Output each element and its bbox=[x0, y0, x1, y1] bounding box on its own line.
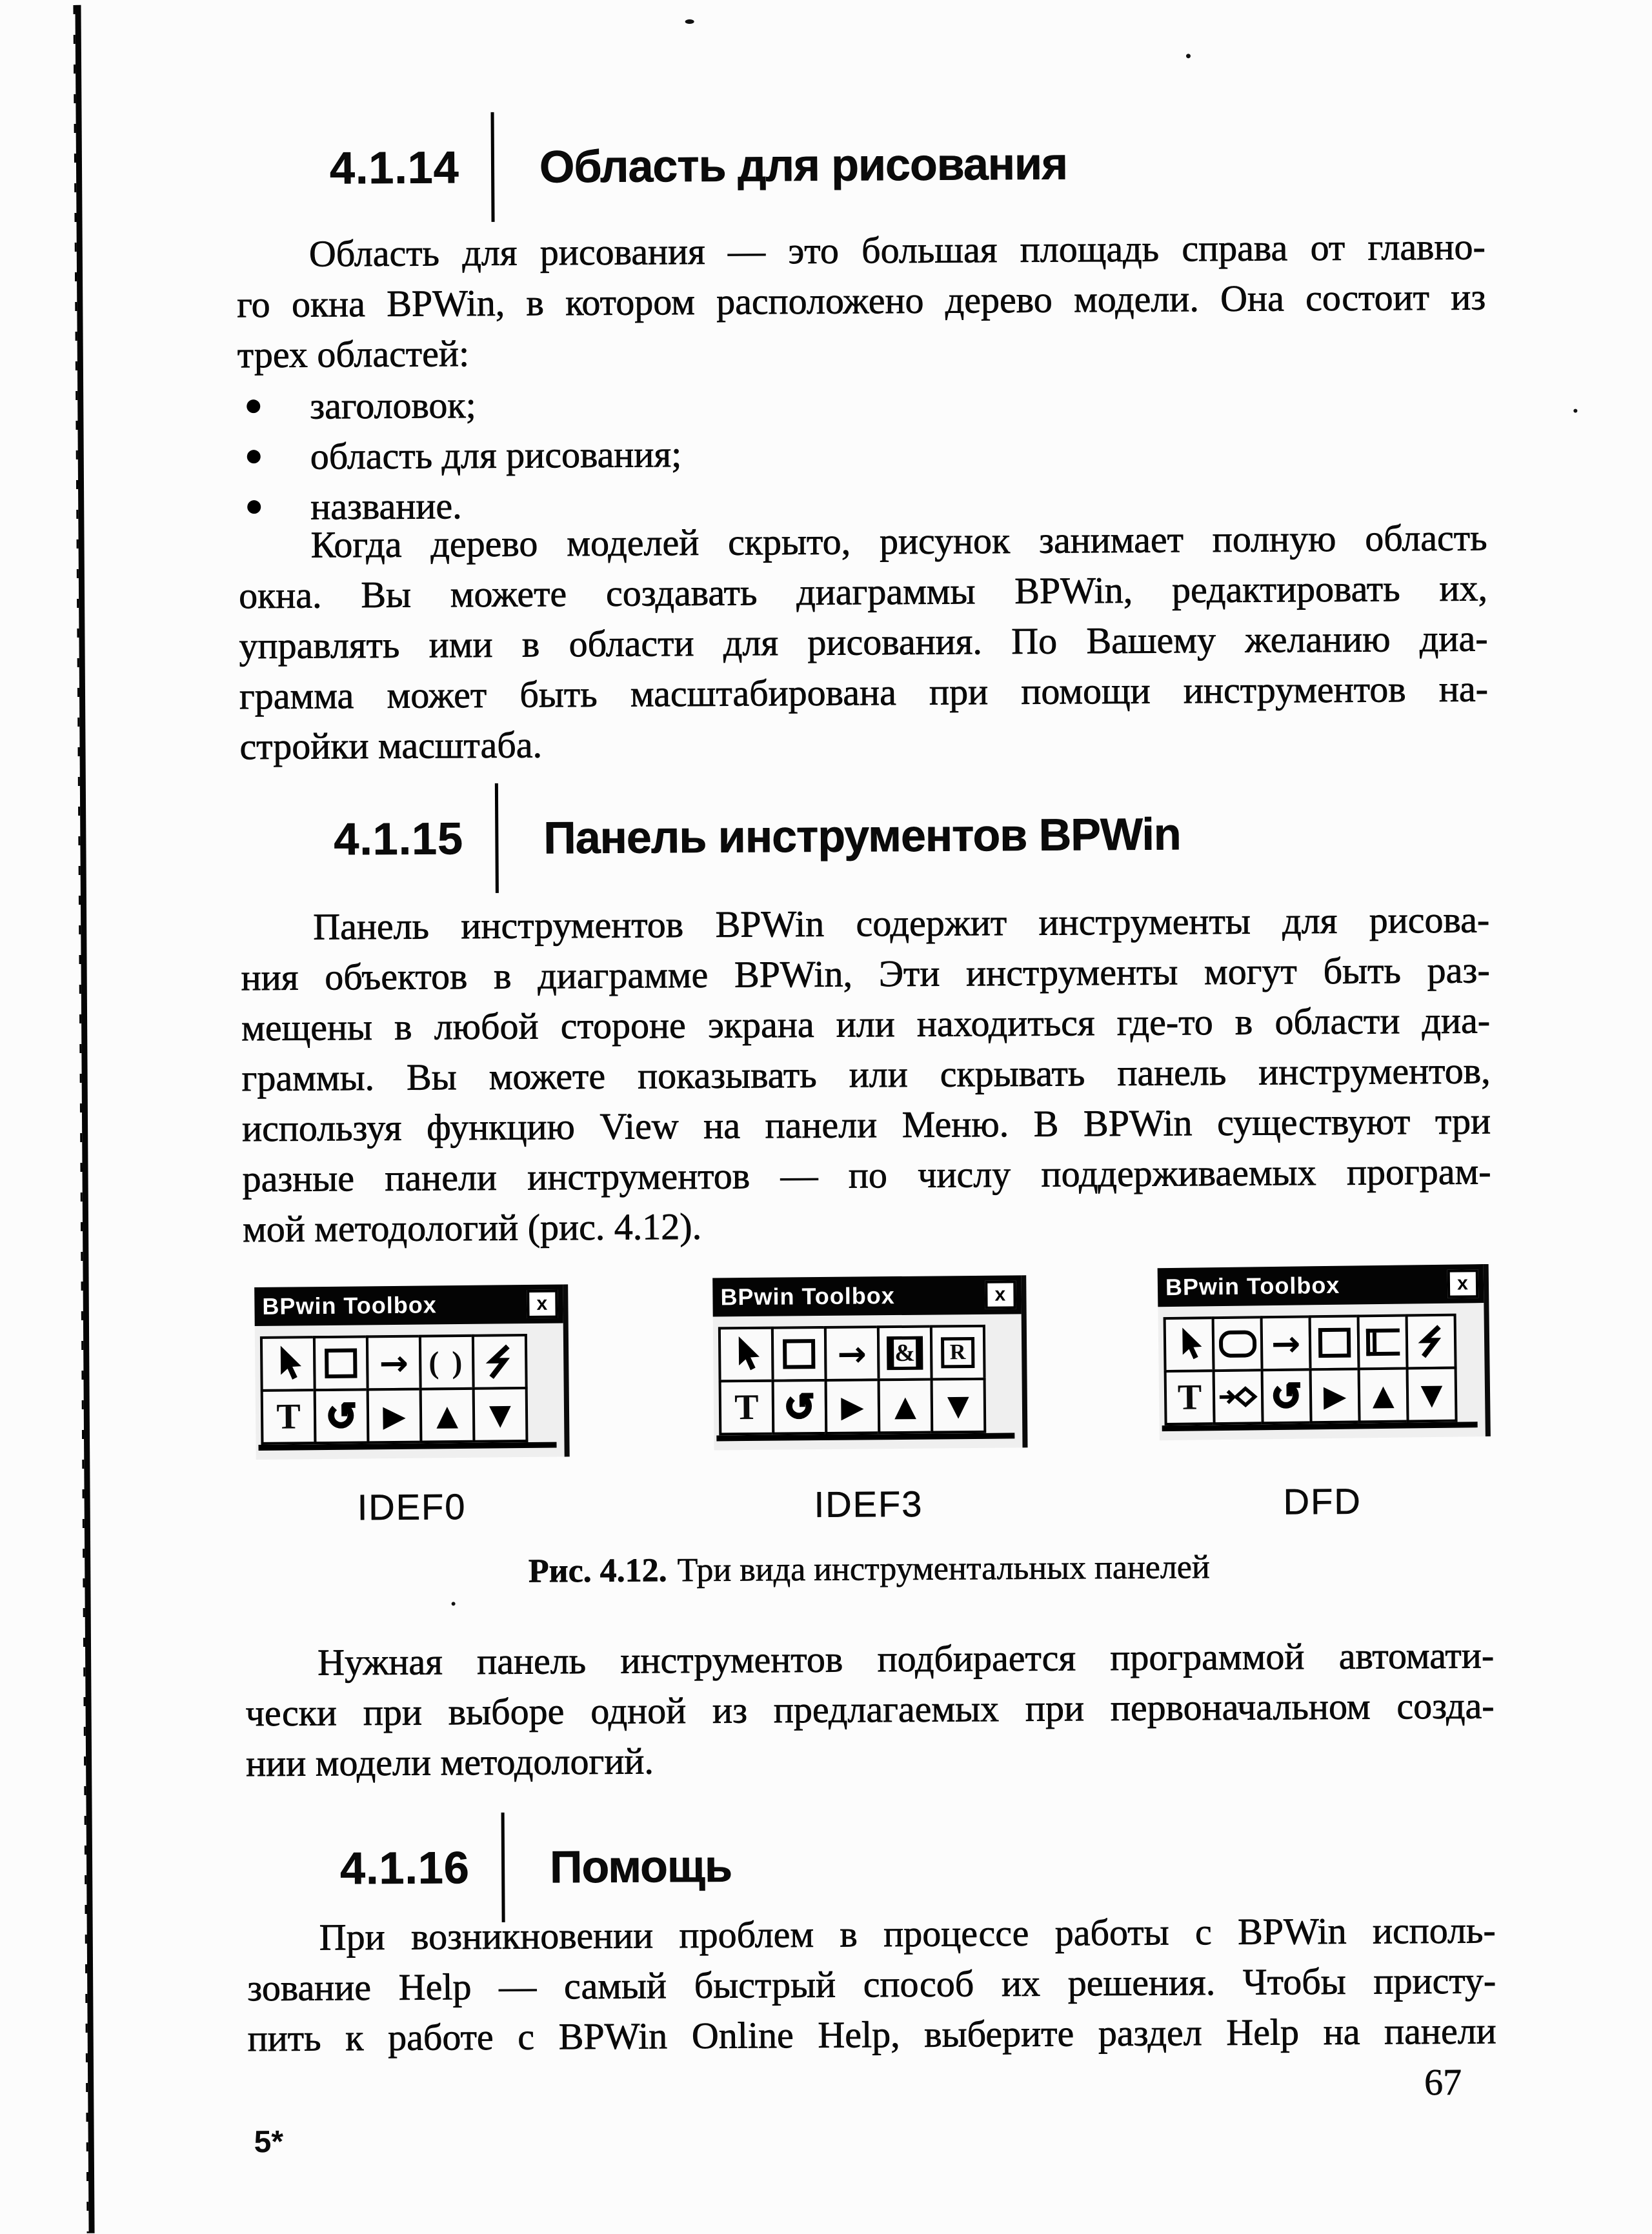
triangle-down-icon: ▼ bbox=[1420, 1378, 1442, 1411]
tool-arrow-button[interactable] bbox=[366, 1335, 422, 1391]
text-line: Область для рисования — это большая площадь справа от главно- bbox=[237, 222, 1486, 280]
arrow-icon: → bbox=[1271, 1323, 1301, 1364]
text-line: трех областей: bbox=[237, 323, 1486, 381]
section-title: Помощь bbox=[550, 1840, 732, 1893]
tool-go-parent-button[interactable] bbox=[419, 1387, 476, 1444]
triangle-up-icon: ▲ bbox=[1372, 1378, 1394, 1411]
list-item bbox=[237, 374, 1486, 432]
tool-referent-button[interactable] bbox=[930, 1325, 986, 1381]
list-item bbox=[238, 424, 1487, 482]
toolbox-grid bbox=[718, 1324, 1016, 1435]
tool-data-store-button[interactable] bbox=[1357, 1314, 1409, 1370]
junction-icon bbox=[887, 1336, 923, 1370]
pointer-icon bbox=[730, 1335, 763, 1374]
tool-pointer-button[interactable] bbox=[260, 1336, 316, 1392]
heading-divider bbox=[491, 112, 495, 222]
heading-divider bbox=[501, 1813, 505, 1922]
heading-divider bbox=[495, 783, 499, 893]
tool-go-down-button[interactable] bbox=[931, 1378, 987, 1434]
text-line: управлять ими в области для рисования. По Вашему желанию диа- bbox=[239, 614, 1487, 672]
page-number: 67 bbox=[1424, 2060, 1462, 2104]
parentheses-icon: ( ) bbox=[428, 1344, 465, 1380]
triangle-up-icon: ▲ bbox=[894, 1389, 916, 1422]
bullet-icon bbox=[247, 450, 261, 463]
text-line: Когда дерево моделей скрыто, рисунок занимает полную область bbox=[238, 513, 1487, 571]
data-store-icon bbox=[1365, 1329, 1400, 1356]
figure-caption-text: Три вида инструментальных панелей bbox=[677, 1549, 1209, 1589]
rotate-icon: ↺ bbox=[783, 1385, 815, 1429]
text-line: окна. Вы можете создавать диаграммы BPWin, редактировать их, bbox=[239, 563, 1487, 621]
text-line: чески при выборе одной из предлагаемых при первоначальном созда- bbox=[245, 1680, 1494, 1738]
scan-speck bbox=[685, 19, 694, 24]
text-line: мещены в любой стороне экрана или находиться где-то в области диа- bbox=[241, 995, 1490, 1053]
close-button[interactable]: x bbox=[1447, 1269, 1479, 1298]
tool-activity-box-button[interactable] bbox=[771, 1326, 827, 1382]
paragraph bbox=[245, 1630, 1495, 1789]
text-tool-icon: T bbox=[276, 1396, 301, 1437]
pointer-icon bbox=[272, 1344, 305, 1383]
text-line: стройки масштаба. bbox=[239, 714, 1488, 772]
toolbox-title: BPwin Toolbox bbox=[720, 1282, 895, 1311]
tool-arrow-button[interactable] bbox=[1260, 1315, 1312, 1371]
rotate-icon: ↺ bbox=[325, 1394, 357, 1438]
signature-mark: 5* bbox=[254, 2124, 284, 2160]
text-line: го окна BPWin, в котором расположено дерево модели. Она состоит из bbox=[237, 272, 1486, 330]
tool-go-parent-button[interactable] bbox=[1358, 1367, 1409, 1423]
text-line: ния объектов в диаграмме BPWin, Эти инструменты могут быть раз- bbox=[241, 945, 1489, 1003]
lightning-icon bbox=[1417, 1324, 1445, 1360]
scan-speck bbox=[1573, 409, 1577, 413]
process-box-icon bbox=[1318, 1328, 1351, 1358]
tool-squiggle-button[interactable] bbox=[419, 1334, 475, 1391]
tool-activity-box-button[interactable] bbox=[313, 1335, 369, 1391]
paragraph bbox=[241, 894, 1491, 1254]
scan-speck bbox=[1186, 54, 1191, 58]
toolbox-titlebar[interactable] bbox=[1158, 1264, 1484, 1307]
activity-box-icon bbox=[783, 1339, 815, 1369]
toolbox-titlebar[interactable] bbox=[712, 1275, 1022, 1316]
section-title: Область для рисования bbox=[539, 137, 1067, 192]
text-line: мой методологий (рис. 4.12). bbox=[243, 1196, 1491, 1254]
text-line: используя функцию View на панели Меню. В BPWin существуют три bbox=[242, 1096, 1491, 1154]
paragraph bbox=[238, 513, 1488, 772]
tool-rotate-button[interactable] bbox=[772, 1379, 828, 1435]
toolbox-title: BPwin Toolbox bbox=[1165, 1272, 1340, 1301]
toolbox-titlebar[interactable] bbox=[254, 1284, 563, 1326]
activity-box-icon bbox=[325, 1349, 357, 1378]
triangle-up-icon: ▲ bbox=[436, 1399, 458, 1432]
text-line: пить к работе с BPWin Online Help, выберите раздел Help на панели bbox=[247, 2006, 1496, 2064]
section-number: 4.1.14 bbox=[330, 141, 491, 194]
referent-glyph: R bbox=[950, 1340, 966, 1365]
section-title: Панель инструментов BPWin bbox=[543, 808, 1181, 863]
bullet-icon bbox=[247, 500, 261, 514]
tool-process-box-button[interactable] bbox=[1309, 1314, 1360, 1371]
arrow-icon: → bbox=[837, 1333, 867, 1374]
triangle-down-icon: ▼ bbox=[489, 1398, 511, 1431]
text-line: Нужная панель инструментов подбирается программой автомати- bbox=[245, 1630, 1494, 1688]
text-line: граммы. Вы можете показывать или скрывать панель инструментов, bbox=[241, 1045, 1490, 1103]
text-tool-icon: T bbox=[1178, 1376, 1202, 1418]
tool-lightning-button[interactable] bbox=[472, 1334, 528, 1390]
text-line: разные панели инструментов — по числу поддерживаемых програм- bbox=[242, 1146, 1491, 1204]
figure-label-idef3: IDEF3 bbox=[814, 1483, 923, 1525]
bpwin-toolbox-window-dfd bbox=[1158, 1264, 1491, 1440]
lightning-icon bbox=[485, 1343, 514, 1380]
section-number: 4.1.15 bbox=[334, 812, 495, 865]
tool-pointer-button[interactable] bbox=[718, 1327, 774, 1383]
toolbox-grid bbox=[1163, 1313, 1479, 1425]
bpwin-toolbox-window-idef0 bbox=[254, 1284, 570, 1460]
section-heading-4-1-16 bbox=[340, 1811, 732, 1924]
close-button[interactable]: x bbox=[527, 1290, 558, 1318]
scan-speck bbox=[452, 1602, 456, 1605]
figure-caption-number: Рис. 4.12. bbox=[529, 1552, 667, 1589]
junction-glyph: & bbox=[894, 1339, 915, 1367]
paragraph bbox=[247, 1905, 1496, 2064]
tool-go-down-button[interactable] bbox=[1406, 1367, 1458, 1423]
referent-icon bbox=[941, 1337, 974, 1368]
tool-pointer-button[interactable] bbox=[1163, 1316, 1215, 1373]
figure-caption bbox=[245, 1546, 1493, 1592]
tool-rotate-button[interactable] bbox=[314, 1388, 370, 1444]
tool-junction-button[interactable] bbox=[877, 1325, 933, 1382]
off-page-reference-icon bbox=[1218, 1384, 1258, 1409]
tool-go-down-button[interactable] bbox=[472, 1387, 529, 1443]
figure-label-dfd: DFD bbox=[1283, 1480, 1361, 1523]
tool-text-button[interactable] bbox=[261, 1389, 317, 1445]
text-line: Панель инструментов BPWin содержит инструменты для рисова- bbox=[241, 894, 1489, 952]
bullet-list bbox=[237, 374, 1487, 532]
paragraph bbox=[237, 222, 1486, 381]
triangle-down-icon: ▼ bbox=[947, 1389, 969, 1422]
bullet-text: название. bbox=[310, 484, 462, 528]
toolbox-title: BPwin Toolbox bbox=[262, 1291, 437, 1320]
text-line: грамма может быть масштабирована при помощи инструментов на- bbox=[239, 664, 1488, 722]
bullet-icon bbox=[247, 399, 260, 413]
section-heading-4-1-15 bbox=[334, 779, 1181, 894]
tool-lightning-button[interactable] bbox=[1405, 1314, 1457, 1370]
section-number: 4.1.16 bbox=[340, 1842, 501, 1895]
triangle-right-icon: ▶ bbox=[1324, 1378, 1347, 1413]
tool-go-child-button[interactable] bbox=[1309, 1367, 1361, 1424]
tool-external-entity-button[interactable] bbox=[1212, 1316, 1264, 1372]
figure-label-idef0: IDEF0 bbox=[358, 1485, 467, 1528]
tool-rotate-button[interactable] bbox=[1261, 1368, 1313, 1424]
text-tool-icon: T bbox=[734, 1387, 759, 1428]
tool-go-child-button[interactable] bbox=[367, 1388, 423, 1444]
text-line: нии модели методологий. bbox=[246, 1731, 1495, 1789]
text-line: зование Help — самый быстрый способ их решения. Чтобы присту- bbox=[247, 1955, 1496, 2013]
bullet-text: заголовок; bbox=[310, 383, 476, 428]
tool-text-button[interactable] bbox=[719, 1380, 775, 1436]
arrow-icon: → bbox=[379, 1342, 408, 1383]
pointer-icon bbox=[1174, 1326, 1204, 1363]
tool-go-child-button[interactable] bbox=[825, 1378, 881, 1434]
toolbox-grid bbox=[260, 1334, 558, 1445]
tool-off-page-ref-button[interactable] bbox=[1213, 1369, 1264, 1425]
bullet-text: область для рисования; bbox=[310, 432, 682, 478]
binding-line bbox=[75, 5, 94, 2233]
text-line: При возникновении проблем в процессе работы с BPWin исполь- bbox=[247, 1905, 1496, 1963]
rounded-box-icon bbox=[1218, 1330, 1256, 1358]
rotate-icon: ↺ bbox=[1271, 1374, 1302, 1418]
triangle-right-icon: ▶ bbox=[841, 1389, 864, 1424]
bpwin-toolbox-window-idef3 bbox=[712, 1275, 1027, 1450]
triangle-right-icon: ▶ bbox=[383, 1398, 406, 1433]
tool-go-parent-button[interactable] bbox=[878, 1378, 934, 1434]
tool-arrow-button[interactable] bbox=[824, 1325, 880, 1382]
close-button[interactable]: x bbox=[985, 1280, 1016, 1309]
tool-text-button[interactable] bbox=[1164, 1369, 1216, 1425]
section-heading-4-1-14 bbox=[330, 108, 1068, 223]
